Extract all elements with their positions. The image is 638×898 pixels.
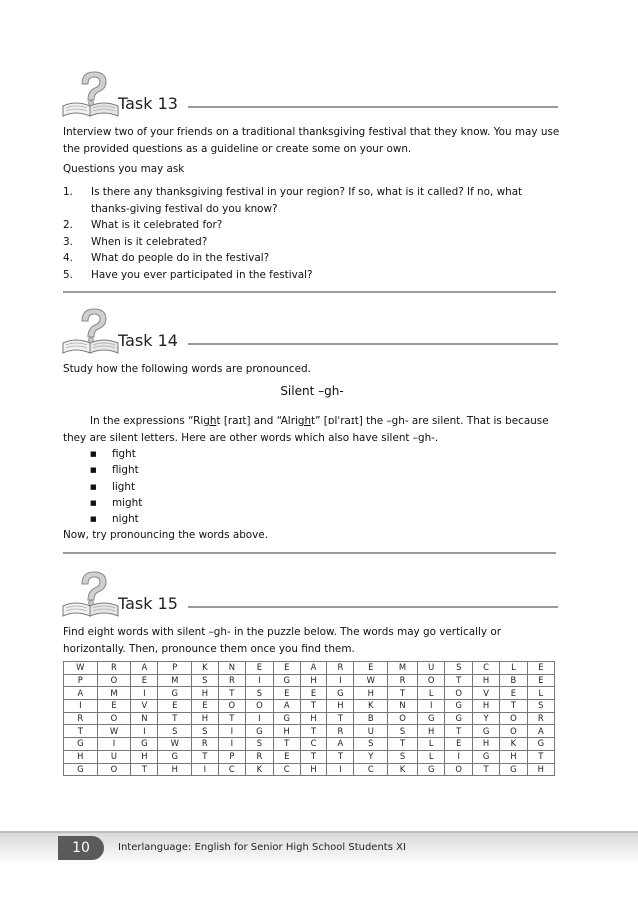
- task-title: Task 15: [118, 594, 178, 613]
- item-number: 2.: [63, 219, 73, 231]
- grid-cell: V: [472, 687, 499, 700]
- grid-cell: A: [527, 725, 554, 738]
- grid-cell: S: [246, 738, 274, 751]
- grid-cell: A: [64, 687, 98, 700]
- grid-cell: E: [273, 687, 300, 700]
- grid-cell: H: [192, 712, 219, 725]
- grid-cell: H: [472, 700, 499, 713]
- grid-cell: C: [300, 738, 327, 751]
- grid-cell: A: [273, 700, 300, 713]
- grid-cell: E: [273, 662, 300, 675]
- subheading: Silent –gh-: [280, 384, 344, 398]
- grid-cell: P: [158, 662, 192, 675]
- book-question-icon: [60, 70, 122, 120]
- grid-cell: K: [388, 763, 418, 776]
- list-item: [63, 217, 561, 234]
- item-number: 5.: [63, 268, 73, 281]
- grid-cell: B: [500, 674, 528, 687]
- list-item: [90, 446, 142, 462]
- grid-cell: I: [246, 674, 274, 687]
- task-15-header: [60, 570, 560, 620]
- grid-cell: R: [327, 725, 354, 738]
- grid-row: [64, 750, 555, 763]
- book-title: Interlanguage: English for Senior High School Students XI: [118, 842, 406, 853]
- grid-cell: I: [64, 700, 98, 713]
- item-text: What is it celebrated for?: [91, 219, 223, 231]
- grid-cell: R: [64, 712, 98, 725]
- grid-cell: G: [527, 738, 554, 751]
- grid-cell: O: [97, 674, 131, 687]
- grid-cell: E: [354, 662, 388, 675]
- grid-cell: O: [246, 700, 274, 713]
- grid-cell: S: [192, 674, 219, 687]
- grid-cell: N: [131, 712, 158, 725]
- item-text: Is there any thanksgiving festival in your region? If so, what is it called? If no, what thanks-giving festival do you know?: [91, 186, 523, 215]
- grid-cell: T: [300, 750, 327, 763]
- grid-cell: L: [417, 750, 445, 763]
- task-13-header: [60, 70, 560, 120]
- grid-cell: U: [417, 662, 445, 675]
- grid-cell: O: [500, 725, 528, 738]
- grid-cell: I: [246, 712, 274, 725]
- item-number: 3.: [63, 235, 73, 248]
- grid-cell: M: [97, 687, 131, 700]
- grid-cell: G: [273, 674, 300, 687]
- word-search-grid: [63, 661, 555, 776]
- explanation-text: In the expressions “Ri: [90, 415, 204, 427]
- grid-cell: T: [527, 750, 554, 763]
- grid-cell: Y: [472, 712, 499, 725]
- grid-cell: I: [192, 763, 219, 776]
- grid-row: [64, 763, 555, 776]
- questions-heading: Questions you may ask: [63, 163, 185, 175]
- header-divider: [188, 606, 558, 608]
- grid-cell: H: [354, 687, 388, 700]
- grid-cell: A: [131, 662, 158, 675]
- grid-cell: O: [445, 687, 473, 700]
- grid-cell: P: [64, 674, 98, 687]
- grid-cell: E: [158, 700, 192, 713]
- grid-row: [64, 674, 555, 687]
- grid-cell: O: [218, 700, 246, 713]
- grid-cell: G: [158, 750, 192, 763]
- list-item: [90, 462, 142, 478]
- grid-cell: H: [417, 725, 445, 738]
- grid-cell: I: [445, 750, 473, 763]
- grid-cell: G: [445, 700, 473, 713]
- grid-cell: H: [300, 712, 327, 725]
- grid-cell: W: [97, 725, 131, 738]
- grid-cell: E: [445, 738, 473, 751]
- grid-cell: T: [158, 712, 192, 725]
- grid-cell: E: [246, 662, 274, 675]
- task-14-explanation: [63, 413, 561, 446]
- grid-cell: R: [218, 674, 246, 687]
- grid-cell: S: [246, 687, 274, 700]
- list-item: [63, 184, 561, 217]
- grid-cell: T: [388, 687, 418, 700]
- grid-cell: B: [354, 712, 388, 725]
- grid-cell: R: [527, 712, 554, 725]
- section-divider: [63, 291, 556, 293]
- grid-cell: T: [445, 674, 473, 687]
- grid-cell: S: [192, 725, 219, 738]
- grid-row: [64, 712, 555, 725]
- grid-cell: K: [246, 763, 274, 776]
- grid-cell: G: [158, 687, 192, 700]
- grid-cell: H: [300, 763, 327, 776]
- grid-cell: H: [527, 763, 554, 776]
- grid-cell: V: [131, 700, 158, 713]
- task-14-intro: Study how the following words are pronounced.: [63, 363, 311, 375]
- grid-cell: G: [500, 763, 528, 776]
- grid-cell: G: [64, 763, 98, 776]
- list-item: [90, 479, 142, 495]
- grid-cell: G: [64, 738, 98, 751]
- grid-cell: T: [273, 738, 300, 751]
- word-list: [90, 446, 142, 527]
- grid-row: [64, 662, 555, 675]
- grid-cell: K: [354, 700, 388, 713]
- word: light: [112, 480, 136, 493]
- grid-cell: T: [131, 763, 158, 776]
- word: fight: [112, 448, 136, 460]
- grid-cell: O: [97, 763, 131, 776]
- list-item: [63, 250, 561, 267]
- grid-cell: E: [527, 674, 554, 687]
- task-13-intro: Interview two of your friends on a traditional thanksgiving festival that they know. You may use the provided questions as a guideline or create some on your own.: [63, 126, 560, 155]
- book-question-icon: [60, 570, 122, 620]
- grid-cell: E: [273, 750, 300, 763]
- grid-cell: W: [64, 662, 98, 675]
- grid-cell: L: [417, 738, 445, 751]
- grid-cell: H: [192, 687, 219, 700]
- grid-cell: L: [417, 687, 445, 700]
- header-divider: [188, 106, 558, 108]
- grid-cell: T: [472, 763, 499, 776]
- grid-cell: E: [131, 674, 158, 687]
- book-question-icon: [60, 307, 122, 357]
- grid-cell: I: [131, 725, 158, 738]
- grid-cell: I: [131, 687, 158, 700]
- grid-cell: T: [445, 725, 473, 738]
- bullet-icon: ■: [90, 498, 97, 507]
- underlined-letters: gh: [297, 415, 312, 427]
- grid-cell: S: [445, 662, 473, 675]
- grid-cell: M: [158, 674, 192, 687]
- grid-cell: Y: [354, 750, 388, 763]
- grid-cell: H: [64, 750, 98, 763]
- grid-cell: I: [218, 738, 246, 751]
- grid-cell: K: [500, 738, 528, 751]
- grid-cell: R: [246, 750, 274, 763]
- item-number: 1.: [63, 186, 73, 198]
- question-list: [63, 184, 561, 283]
- grid-cell: G: [445, 712, 473, 725]
- grid-cell: I: [327, 674, 354, 687]
- grid-cell: H: [472, 738, 499, 751]
- word: might: [112, 496, 143, 509]
- grid-cell: H: [300, 674, 327, 687]
- grid-cell: A: [327, 738, 354, 751]
- grid-cell: U: [97, 750, 131, 763]
- bullet-icon: ■: [90, 450, 97, 458]
- grid-cell: T: [218, 712, 246, 725]
- grid-cell: G: [131, 738, 158, 751]
- grid-cell: E: [300, 687, 327, 700]
- item-text: What do people do in the festival?: [91, 252, 270, 264]
- grid-cell: S: [527, 700, 554, 713]
- grid-cell: T: [300, 700, 327, 713]
- grid-cell: A: [300, 662, 327, 675]
- grid-cell: S: [388, 750, 418, 763]
- grid-cell: S: [158, 725, 192, 738]
- grid-cell: W: [354, 674, 388, 687]
- item-text: Have you ever participated in the festival?: [91, 268, 313, 281]
- grid-cell: N: [218, 662, 246, 675]
- grid-cell: O: [417, 674, 445, 687]
- section-divider: [63, 552, 556, 554]
- grid-cell: P: [218, 750, 246, 763]
- task-title: Task 14: [118, 331, 178, 350]
- grid-cell: G: [472, 750, 499, 763]
- grid-cell: N: [388, 700, 418, 713]
- grid-cell: C: [472, 662, 499, 675]
- list-item: [90, 495, 142, 511]
- grid-cell: R: [388, 674, 418, 687]
- task-title: Task 13: [118, 94, 178, 113]
- grid-cell: I: [327, 763, 354, 776]
- grid-cell: T: [300, 725, 327, 738]
- grid-cell: G: [246, 725, 274, 738]
- footer-divider: [0, 831, 638, 833]
- grid-cell: W: [158, 738, 192, 751]
- grid-cell: T: [327, 712, 354, 725]
- grid-cell: L: [500, 662, 528, 675]
- grid-cell: T: [327, 750, 354, 763]
- grid-cell: H: [158, 763, 192, 776]
- item-text: When is it celebrated?: [91, 235, 208, 248]
- grid-cell: O: [388, 712, 418, 725]
- grid-row: [64, 687, 555, 700]
- grid-cell: R: [327, 662, 354, 675]
- task-15-intro: Find eight words with silent –gh- in the puzzle below. The words may go vertically or horizontally. Then, pronounce them once you find them.: [63, 626, 501, 655]
- header-divider: [188, 343, 558, 345]
- grid-cell: C: [273, 763, 300, 776]
- bullet-icon: ■: [90, 482, 97, 491]
- grid-cell: G: [327, 687, 354, 700]
- grid-cell: H: [472, 674, 499, 687]
- page-number: 10: [58, 836, 104, 860]
- grid-cell: H: [273, 725, 300, 738]
- bullet-icon: ■: [90, 515, 97, 524]
- grid-row: [64, 700, 555, 713]
- grid-cell: L: [527, 687, 554, 700]
- grid-cell: T: [218, 687, 246, 700]
- grid-cell: E: [500, 687, 528, 700]
- grid-cell: T: [500, 700, 528, 713]
- grid-cell: G: [273, 712, 300, 725]
- bullet-icon: ■: [90, 466, 97, 475]
- task-14-closing: Now, try pronouncing the words above.: [63, 529, 269, 541]
- item-number: 4.: [63, 252, 73, 264]
- grid-cell: T: [388, 738, 418, 751]
- underlined-letters: gh: [203, 415, 217, 427]
- grid-row: [64, 725, 555, 738]
- word: flight: [112, 464, 139, 477]
- list-item: [63, 234, 561, 251]
- grid-cell: G: [417, 712, 445, 725]
- grid-cell: S: [388, 725, 418, 738]
- grid-cell: G: [417, 763, 445, 776]
- grid-cell: C: [218, 763, 246, 776]
- grid-cell: O: [500, 712, 528, 725]
- grid-cell: U: [354, 725, 388, 738]
- word: night: [112, 513, 139, 526]
- grid-cell: G: [472, 725, 499, 738]
- task-14-header: [60, 307, 560, 357]
- grid-cell: T: [64, 725, 98, 738]
- list-item: [63, 267, 561, 284]
- grid-cell: I: [417, 700, 445, 713]
- grid-cell: M: [388, 662, 418, 675]
- explanation-text: t [raɪt] and “Alri: [216, 415, 298, 427]
- grid-row: [64, 738, 555, 751]
- grid-cell: R: [97, 662, 131, 675]
- grid-cell: E: [527, 662, 554, 675]
- grid-cell: I: [97, 738, 131, 751]
- grid-cell: R: [192, 738, 219, 751]
- grid-cell: E: [97, 700, 131, 713]
- grid-cell: S: [354, 738, 388, 751]
- grid-cell: K: [192, 662, 219, 675]
- grid-cell: C: [354, 763, 388, 776]
- grid-cell: I: [218, 725, 246, 738]
- grid-cell: O: [445, 763, 473, 776]
- grid-cell: O: [97, 712, 131, 725]
- list-item: [90, 511, 142, 527]
- grid-cell: H: [500, 750, 528, 763]
- grid-cell: T: [192, 750, 219, 763]
- explanation-text: t” [ɒlˈraɪt] the –gh- are silent. That is because they are silent letters. Here are other words which also have silent –gh-.: [63, 415, 549, 444]
- grid-cell: H: [327, 700, 354, 713]
- grid-cell: E: [192, 700, 219, 713]
- grid-cell: H: [131, 750, 158, 763]
